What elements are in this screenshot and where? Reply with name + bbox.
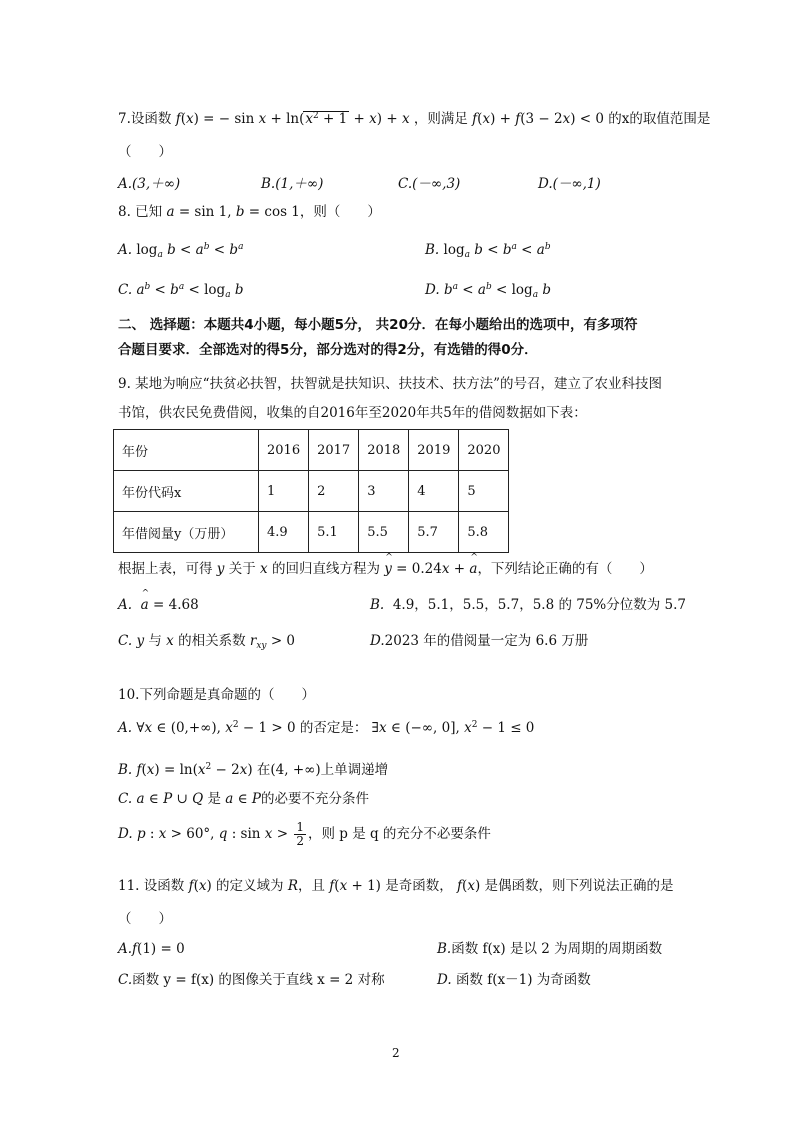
q11-option-a: A.f(1) = 0 (118, 941, 185, 957)
table-cell: 4 (409, 471, 459, 512)
q8-option-d: D. $b^a < a^b < \log_a b$ (425, 282, 552, 300)
q7-mid: ，则满足 (413, 111, 468, 127)
q7-option-a: A.(3,＋∞) (118, 176, 181, 192)
q9-option-d: D.2023 年的借阅量一定为 6.6 万册 (370, 633, 589, 649)
table-row (114, 512, 509, 553)
q7-stem: 7.设函数 f(x) = − $\sin x + \ln(x^2 + 1 + x) + x$ ，则满足 f(x) + f(3 − 2x) < 0 的x的取值范围是 (118, 111, 711, 127)
table-cell: 5.1 (309, 512, 359, 553)
q9-option-b-text: 4.9，5.1，5.5，5.7，5.8 的 75%分位数为 5.7 (392, 597, 687, 613)
table-cell: 年份 (114, 430, 259, 471)
q9-after-prefix: 根据上表，可得 (118, 561, 213, 577)
q8-option-a: A. $\log_a b < a^b < b^a$ (118, 242, 244, 260)
q8-suffix: ，则（ ） (299, 204, 381, 220)
q11-prefix: 11. 设函数 (118, 878, 185, 894)
borrowing-data-table (113, 429, 509, 553)
table-cell: 5 (459, 471, 509, 512)
q9-stem-line2: 书馆，供农民免费借阅，收集的自2016年至2020年共5年的借阅数据如下表： (118, 405, 587, 421)
table-cell: 2019 (409, 430, 459, 471)
q7-prefix: 7.设函数 (118, 111, 172, 127)
q7-blank: （ ） (118, 144, 172, 160)
q9-option-b: B. 4.9，5.1，5.5，5.7，5.8 的 75%分位数为 5.7 (370, 597, 687, 613)
q8-stem: 8. 已知 a = sin 1, b = cos 1，则（ ） (118, 204, 381, 220)
table-cell: 2016 (259, 430, 309, 471)
q9-option-a: A. ^ a = 4.68 (118, 599, 199, 613)
q7-suffix: 的x的取值范围是 (608, 111, 711, 127)
table-cell: 2017 (309, 430, 359, 471)
q11-stem: 11. 设函数 f(x) 的定义域为 R，且 f(x + 1) 是奇函数， f(x) 是偶函数，则下列说法正确的是 (118, 878, 674, 894)
q10-option-b-suffix: 上单调递增 (320, 762, 389, 778)
q10-option-c-suffix: 的必要不充分条件 (260, 791, 369, 807)
q9-after-mid2: 的回归直线方程为 (271, 561, 380, 577)
q8-prefix: 8. 已知 (118, 204, 163, 220)
table-cell: 2018 (359, 430, 409, 471)
q11-option-d-text: 函数 f(x－1) 为奇函数 (455, 972, 591, 988)
q10-option-a-mid: 的否定是： (299, 720, 368, 736)
one-half-fraction: $\frac{1}{2}$ (296, 820, 304, 849)
q10-option-c-mid: 是 (207, 791, 221, 807)
table-cell: 年借阅量y（万册） (114, 512, 259, 553)
section-heading-line1: 二、 选择题：本题共4小题，每小题5分， 共20分．在每小题给出的选项中，有多项符 (118, 317, 638, 333)
table-cell: 5.5 (359, 512, 409, 553)
table-row (114, 471, 509, 512)
q11-blank: （ ） (118, 911, 172, 927)
q11-mid3: 是奇函数， (385, 878, 453, 894)
table-row (114, 430, 509, 471)
table-cell: 5.7 (409, 512, 459, 553)
q9-option-a-value: = 4.68 (153, 597, 199, 613)
q11-mid2: ，且 (298, 878, 325, 894)
q7-option-d: D.(－∞,1) (538, 176, 601, 192)
q10-option-d: D. p : x > 60°, q : sin x > $\frac{1}{2}$ ，则 p 是 q 的充分不必要条件 (118, 820, 491, 849)
q9-after-suffix: ，下列结论正确的有（ ） (477, 561, 653, 577)
q11-option-c-text: 函数 y = f(x) 的图像关于直线 x = 2 对称 (132, 972, 385, 988)
q11-option-b: B.函数 f(x) 是以 2 为周期的周期函数 (437, 941, 663, 957)
q10-option-a: A. ∀x ∈ (0,+∞), $x^2 - 1 > 0$ 的否定是： ∃x ∈ (−∞, 0], $x^2 - 1 \le 0$ (118, 720, 535, 736)
q9-stem-line1: 9. 某地为响应“扶贫必扶智，扶智就是扶知识、扶技术、扶方法”的号召，建立了农业科技图 (118, 376, 662, 392)
q11-mid1: 的定义域为 (216, 878, 284, 894)
q11-option-c: C.函数 y = f(x) 的图像关于直线 x = 2 对称 (118, 972, 385, 988)
q8-option-b: B. $\log_a b < b^a < a^b$ (425, 242, 551, 260)
table-cell: 4.9 (259, 512, 309, 553)
table-cell: 2020 (459, 430, 509, 471)
q9-option-d-text: 2023 年的借阅量一定为 6.6 万册 (384, 633, 589, 649)
q10-option-b: B. $f(x) = \ln(x^2 - 2x)$ 在(4, +∞)上单调递增 (118, 762, 389, 778)
q9-regression-line: 根据上表，可得 y 关于 x 的回归直线方程为 ^ y = 0.24x + ^ a，下列结论正确的有（ ） (118, 563, 653, 577)
q7-option-c: C.(－∞,3) (398, 176, 461, 192)
q11-option-b-text: 函数 f(x) 是以 2 为周期的周期函数 (451, 941, 663, 957)
section-heading-line2: 合题目要求．全部选对的得5分，部分选对的得2分，有选错的得0分． (118, 342, 538, 358)
q11-option-d: D. 函数 f(x－1) 为奇函数 (437, 972, 591, 988)
table-cell: 5.8 (459, 512, 509, 553)
q10-stem: 10.下列命题是真命题的（ ） (118, 687, 315, 703)
table-cell: 1 (259, 471, 309, 512)
q9-after-mid1: 关于 (228, 561, 256, 577)
page-number: 2 (392, 1046, 400, 1060)
q9-option-c: C. y 与 x 的相关系数 $r_{xy} > 0$ (118, 633, 296, 651)
q10-option-c: C. a ∈ P ∪ Q 是 a ∈ P的必要不充分条件 (118, 791, 369, 807)
table-cell: 年份代码x (114, 471, 259, 512)
q7-option-b: B.(1,＋∞) (261, 176, 324, 192)
table-cell: 3 (359, 471, 409, 512)
q8-option-c: C. $a^b < b^a < \log_a b$ (118, 282, 244, 300)
q9-option-c-suffix: 的相关系数 (178, 633, 246, 649)
q9-option-c-mid: 与 (148, 633, 162, 649)
q10-option-d-suffix: ，则 p 是 q 的充分不必要条件 (307, 826, 491, 843)
q11-mid4: 是偶函数，则下列说法正确的是 (484, 878, 674, 894)
table-cell: 2 (309, 471, 359, 512)
